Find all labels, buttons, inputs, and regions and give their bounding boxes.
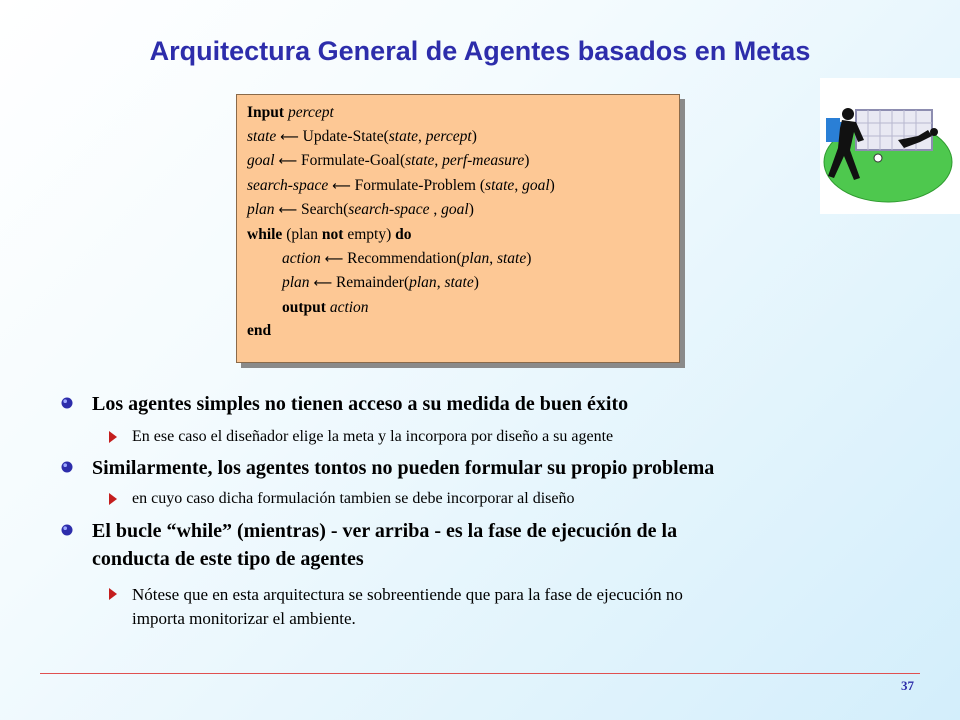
algo-line-3: goal ⟵ Formulate-Goal(state, perf-measure) — [247, 152, 530, 170]
algo-line-8: plan ⟵ Remainder(plan, state) — [282, 274, 479, 292]
algo-line-9: output action — [282, 298, 369, 316]
left-arrow-icon: ⟵ — [280, 129, 299, 145]
triangle-right-icon — [108, 488, 118, 513]
page-number: 37 — [901, 678, 914, 693]
left-arrow-icon: ⟵ — [313, 276, 333, 292]
soccer-player-goal-icon — [820, 78, 960, 214]
triangle-right-icon — [108, 426, 118, 451]
algo-line-1: Input percept — [247, 104, 334, 121]
algo-line-5: plan ⟵ Search(search-space , goal) — [247, 201, 474, 219]
bullet-disc-icon — [60, 517, 82, 545]
left-arrow-icon: ⟵ — [278, 203, 298, 219]
algo-line-4: search-space ⟵ Formulate-Problem (state, goal) — [247, 176, 555, 194]
triangle-right-icon — [108, 583, 118, 608]
algo-line-10: end — [247, 322, 272, 340]
left-arrow-icon: ⟵ — [324, 251, 344, 267]
bullet-disc-icon — [60, 390, 82, 418]
algorithm-box — [236, 94, 680, 363]
footer-divider — [40, 673, 920, 674]
left-arrow-icon: ⟵ — [278, 154, 298, 170]
bullet-disc-icon — [60, 454, 82, 482]
algo-line-6: while (plan not empty) do — [247, 225, 412, 243]
algo-line-7: action ⟵ Recommendation(plan, state) — [282, 249, 532, 267]
page-title: Arquitectura General de Agentes basados en Metas — [149, 36, 811, 66]
left-arrow-icon: ⟵ — [332, 178, 351, 194]
algo-line-2: state ⟵ Update-State(state, percept) — [247, 127, 477, 145]
